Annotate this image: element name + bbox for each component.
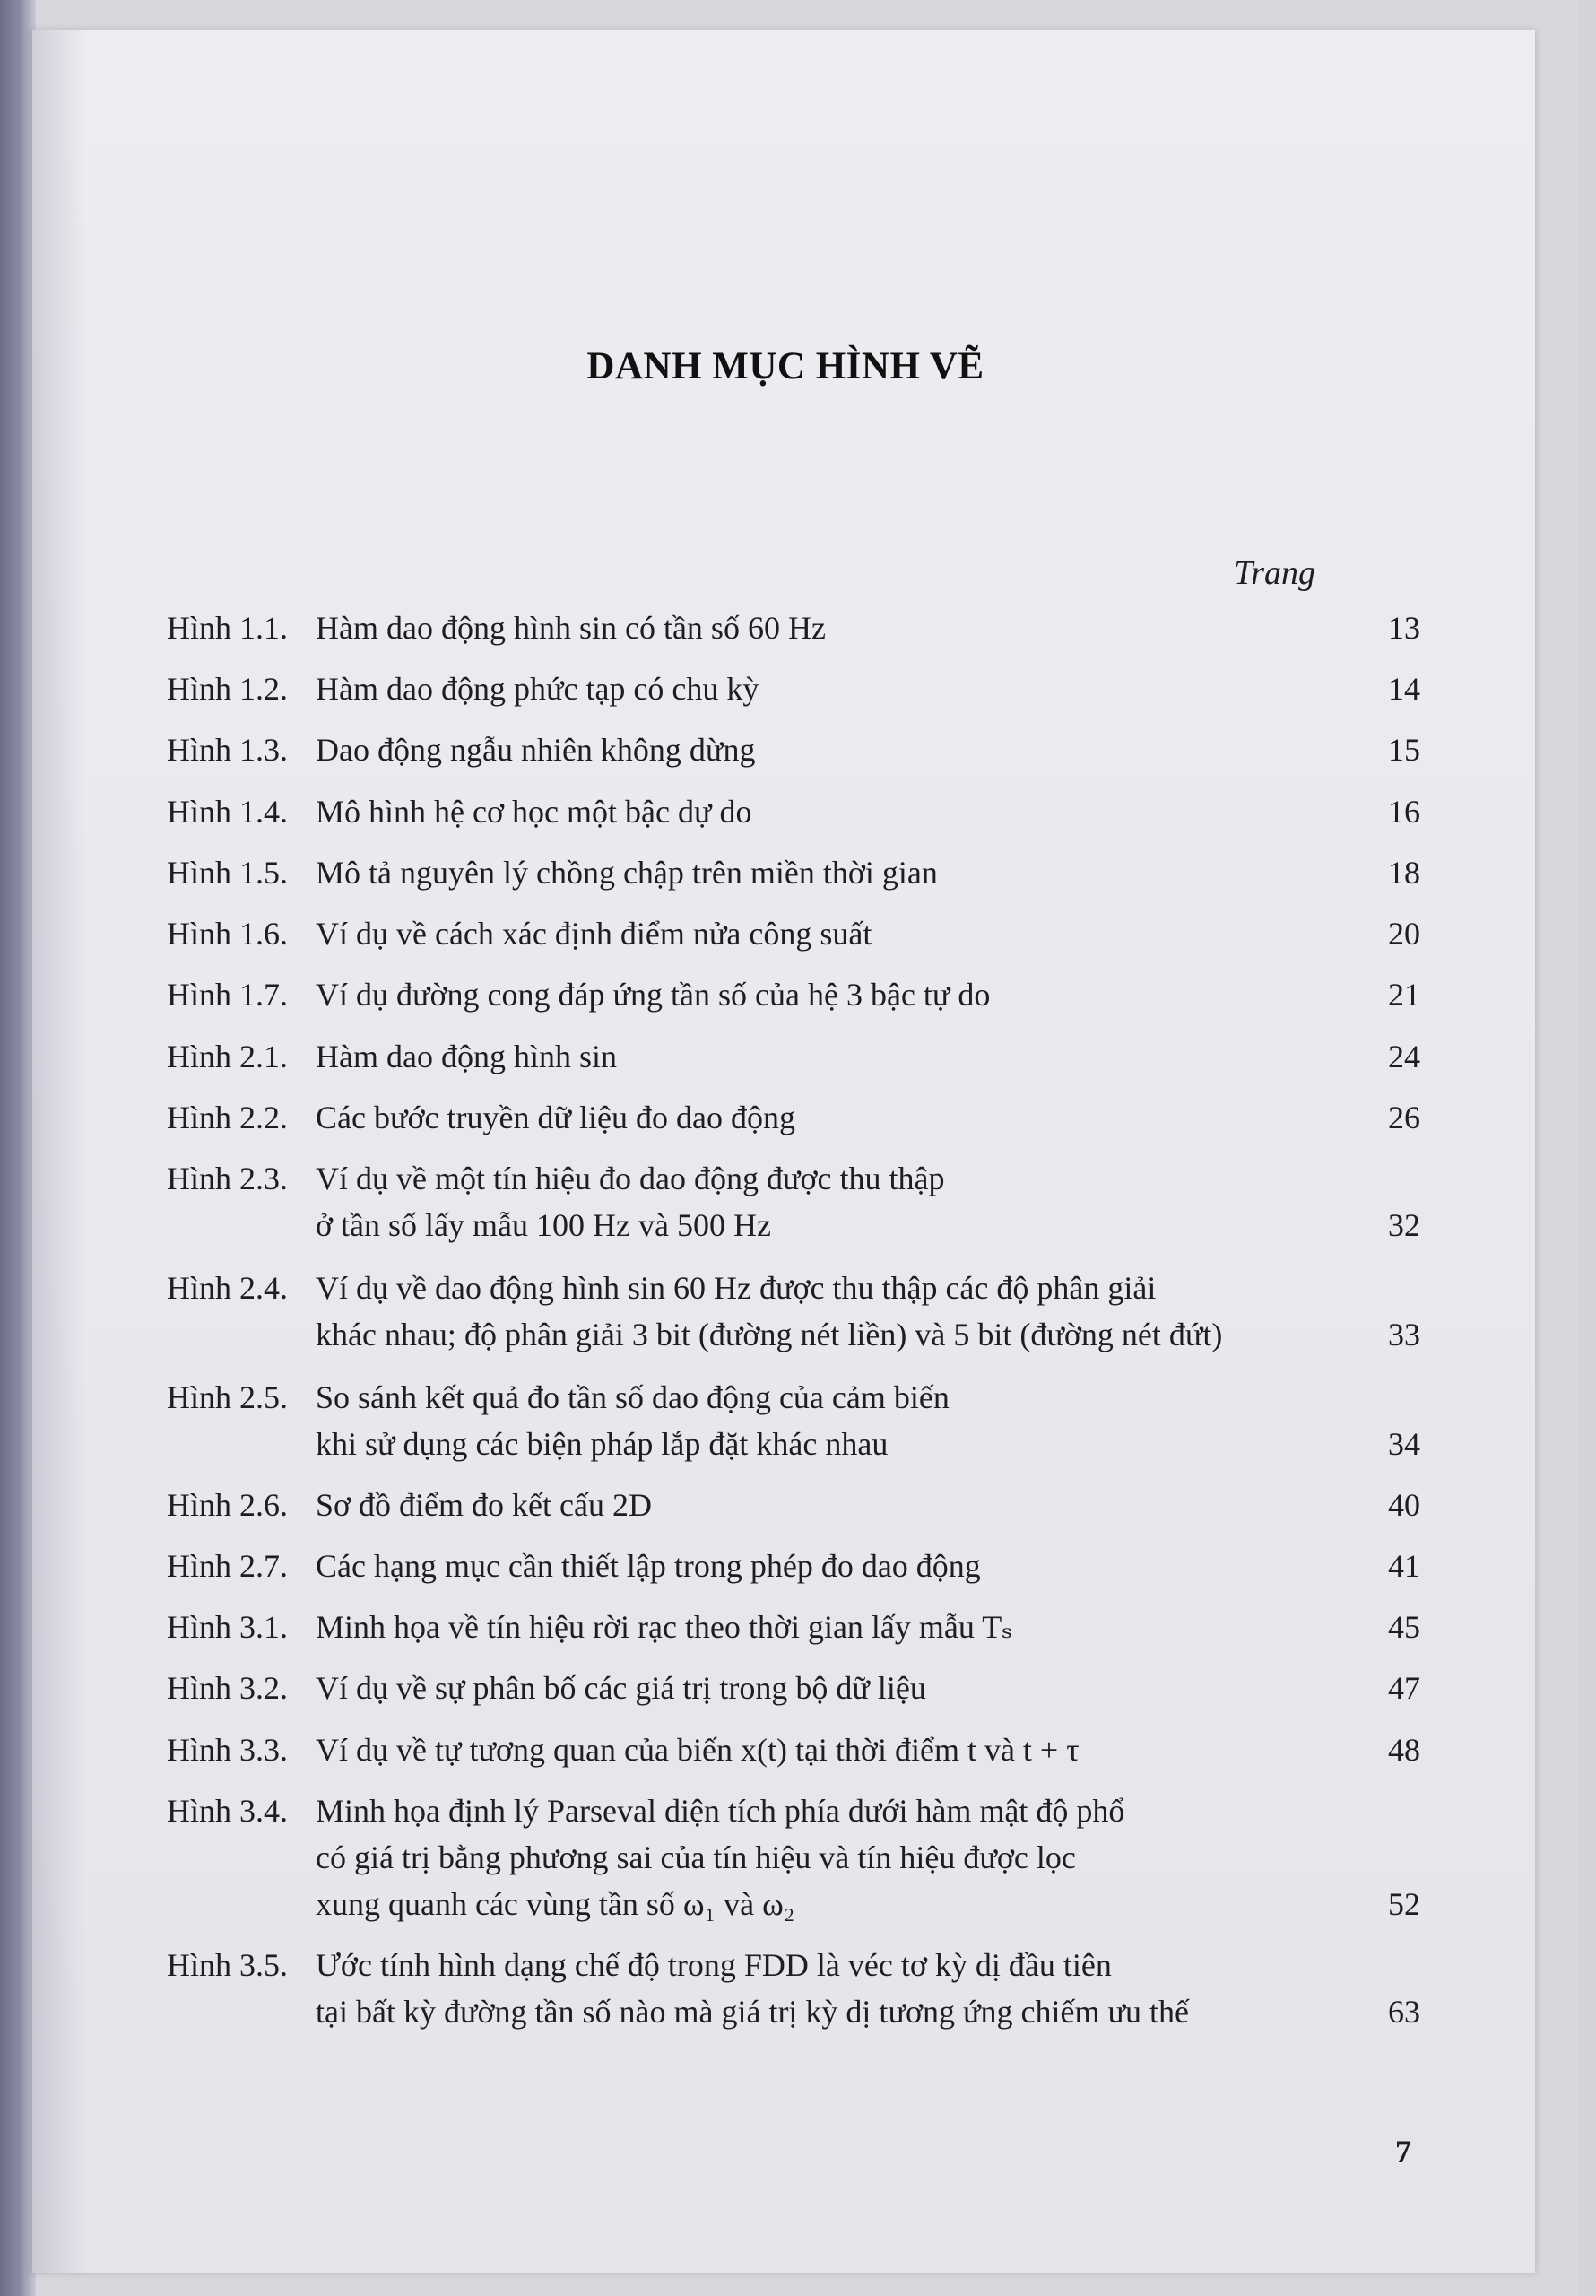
figure-caption — [316, 1787, 1347, 1927]
figure-entry — [167, 971, 1420, 1018]
figure-page: 18 — [1388, 855, 1420, 891]
background-edge — [1578, 0, 1596, 2296]
figure-entry — [167, 1665, 1420, 1711]
figure-entry — [167, 1265, 1420, 1358]
figure-label: Hình 1.4. — [167, 794, 288, 830]
figure-page: 20 — [1388, 916, 1420, 952]
figure-label: Hình 1.6. — [167, 916, 288, 952]
figure-page: 33 — [1388, 1317, 1420, 1352]
figure-caption-line: tại bất kỳ đường tần số nào mà giá trị kỳ dị tương ứng chiếm ưu thế — [316, 1994, 1189, 2030]
figure-caption — [316, 910, 1347, 957]
figure-label: Hình 1.3. — [167, 732, 288, 768]
figure-entry — [167, 665, 1420, 712]
figure-caption-line: Dao động ngẫu nhiên không dừng — [316, 732, 756, 768]
figure-label: Hình 2.7. — [167, 1548, 288, 1584]
figure-page: 13 — [1388, 610, 1420, 646]
figure-page: 32 — [1388, 1207, 1420, 1243]
figure-caption-line: Mô tả nguyên lý chồng chập trên miền thời gian — [316, 855, 938, 891]
figure-caption — [316, 1265, 1347, 1358]
figure-label: Hình 1.5. — [167, 855, 288, 891]
figure-label: Hình 2.1. — [167, 1039, 288, 1074]
figure-label: Hình 2.5. — [167, 1379, 288, 1415]
figure-page: 15 — [1388, 732, 1420, 768]
figure-entry — [167, 1726, 1420, 1773]
figure-page: 14 — [1388, 671, 1420, 707]
figure-label: Hình 1.7. — [167, 977, 288, 1013]
page-column-header: Trang — [1234, 554, 1315, 592]
figure-entry — [167, 1033, 1420, 1080]
figure-entry — [167, 1787, 1420, 1927]
figure-page: 24 — [1388, 1039, 1420, 1074]
figure-entry — [167, 1482, 1420, 1528]
figure-label: Hình 3.1. — [167, 1609, 288, 1645]
figure-entry — [167, 1604, 1420, 1650]
figure-page: 40 — [1388, 1487, 1420, 1523]
figure-entry — [167, 1094, 1420, 1141]
figure-caption-line: Ví dụ về một tín hiệu đo dao động được thu thập — [316, 1161, 945, 1196]
figure-label: Hình 3.5. — [167, 1947, 288, 1983]
document-page — [32, 30, 1535, 2273]
figure-caption — [316, 726, 1347, 773]
figure-caption-line: Ví dụ về sự phân bố các giá trị trong bộ dữ liệu — [316, 1670, 926, 1706]
figure-caption — [316, 1094, 1347, 1141]
figure-page: 63 — [1388, 1994, 1420, 2030]
figure-entry — [167, 849, 1420, 896]
figure-label: Hình 2.3. — [167, 1161, 288, 1196]
figure-page: 34 — [1388, 1426, 1420, 1462]
figure-entry — [167, 788, 1420, 835]
figure-caption-line: Hàm dao động hình sin — [316, 1039, 617, 1074]
figure-caption-line: khi sử dụng các biện pháp lắp đặt khác nhau — [316, 1426, 889, 1462]
figure-entry — [167, 910, 1420, 957]
page-title: DANH MỤC HÌNH VẼ — [586, 345, 984, 387]
figure-caption — [316, 1033, 1347, 1080]
figure-caption — [316, 604, 1347, 651]
figure-caption — [316, 1374, 1347, 1467]
figure-label: Hình 1.2. — [167, 671, 288, 707]
figure-page: 26 — [1388, 1100, 1420, 1135]
figure-entry — [167, 726, 1420, 773]
figure-caption — [316, 665, 1347, 712]
figure-caption-line: Các hạng mục cần thiết lập trong phép đo dao động — [316, 1548, 981, 1584]
figure-page: 16 — [1388, 794, 1420, 830]
figure-caption-line: So sánh kết quả đo tần số dao động của cảm biến — [316, 1379, 950, 1415]
figure-label: Hình 2.6. — [167, 1487, 288, 1523]
figure-caption — [316, 1155, 1347, 1248]
figure-entry — [167, 1543, 1420, 1589]
figure-page: 47 — [1388, 1670, 1420, 1706]
figure-caption-line: Minh họa về tín hiệu rời rạc theo thời gian lấy mẫu Tₛ — [316, 1609, 1013, 1645]
figure-label: Hình 3.3. — [167, 1732, 288, 1768]
figure-caption — [316, 1543, 1347, 1589]
figure-caption-line: ở tần số lấy mẫu 100 Hz và 500 Hz — [316, 1207, 771, 1243]
figure-caption-line: Minh họa định lý Parseval diện tích phía dưới hàm mật độ phổ — [316, 1793, 1125, 1829]
figure-caption — [316, 849, 1347, 896]
figure-caption-line: Sơ đồ điểm đo kết cấu 2D — [316, 1487, 652, 1523]
figure-caption — [316, 1726, 1347, 1773]
figure-caption-line: Ví dụ về tự tương quan của biến x(t) tại thời điểm t và t + τ — [316, 1732, 1080, 1768]
figure-caption — [316, 1942, 1347, 2035]
figure-caption-line: Ví dụ đường cong đáp ứng tần số của hệ 3 bậc tự do — [316, 977, 991, 1013]
figure-caption-line: Các bước truyền dữ liệu đo dao động — [316, 1100, 795, 1135]
figure-label: Hình 2.4. — [167, 1270, 288, 1306]
figure-page: 41 — [1388, 1548, 1420, 1584]
figure-caption-line: Ví dụ về cách xác định điểm nửa công suất — [316, 916, 872, 952]
figure-caption — [316, 1482, 1347, 1528]
page-number: 7 — [1395, 2134, 1411, 2170]
figure-caption-line: khác nhau; độ phân giải 3 bit (đường nét liền) và 5 bit (đường nét đứt) — [316, 1317, 1223, 1352]
figure-caption-line: Ví dụ về dao động hình sin 60 Hz được thu thập các độ phân giải — [316, 1270, 1157, 1306]
figure-label: Hình 3.4. — [167, 1793, 288, 1829]
figure-caption — [316, 971, 1347, 1018]
figure-page: 48 — [1388, 1732, 1420, 1768]
figure-caption-line: Hàm dao động phức tạp có chu kỳ — [316, 671, 759, 707]
figure-entry — [167, 1942, 1420, 2035]
figure-page: 45 — [1388, 1609, 1420, 1645]
figure-page: 21 — [1388, 977, 1420, 1013]
figure-caption-line: Ước tính hình dạng chế độ trong FDD là véc tơ kỳ dị đầu tiên — [316, 1947, 1112, 1983]
figure-caption — [316, 788, 1347, 835]
figure-label: Hình 2.2. — [167, 1100, 288, 1135]
figure-caption-line: xung quanh các vùng tần số ω₁ và ω₂ — [316, 1886, 795, 1922]
figure-caption-line: có giá trị bằng phương sai của tín hiệu và tín hiệu được lọc — [316, 1839, 1076, 1875]
figure-entry — [167, 604, 1420, 651]
binding-edge — [0, 0, 36, 2296]
figure-entry — [167, 1374, 1420, 1467]
figure-caption-line: Mô hình hệ cơ học một bậc dự do — [316, 794, 752, 830]
figure-label: Hình 3.2. — [167, 1670, 288, 1706]
figure-entry — [167, 1155, 1420, 1248]
figure-page: 52 — [1388, 1886, 1420, 1922]
figure-caption-line: Hàm dao động hình sin có tần số 60 Hz — [316, 610, 826, 646]
figure-caption — [316, 1604, 1347, 1650]
figure-label: Hình 1.1. — [167, 610, 288, 646]
figure-caption — [316, 1665, 1347, 1711]
